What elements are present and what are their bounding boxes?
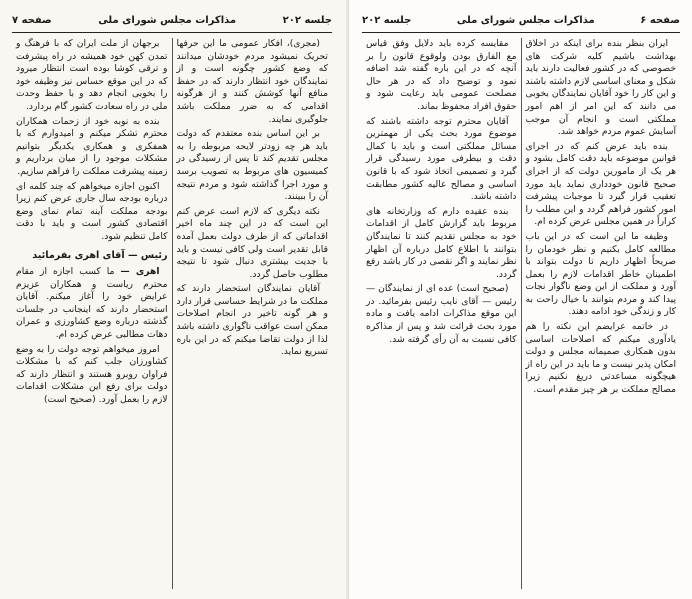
speaker-name: اهری —: [120, 266, 160, 278]
left-page-header: [12, 8, 332, 33]
paragraph: برجهان از ملت ایران که با فرهنگ و تمدن کهن خود همیشه در راه پیشرفت و ترقی کوشا بوده است انتظار میرود که در این موقع حساس نیز وظیفه خود را بخوبی انجام دهد و با حفظ وحدت ملی در راه سعادت کشور گام بردارد.: [16, 38, 168, 112]
session-number: جلسه ۲۰۲: [282, 14, 332, 26]
text-column: [12, 38, 173, 589]
paragraph: وظیفه ما این است که در این باب مطالعه کامل بکنیم و نظر خودمان را صریحاً اظهار داریم تا دولت بتواند با اطمینان خاطر اقدامات لازم را بعمل آورد و مملکت از این وضع ناگوار نجات پیدا کند و مردم بتوانند با خیال راحت به کار و زندگی خود ادامه دهند.: [525, 230, 676, 318]
paragraph: اکنون اجازه میخواهم که چند کلمه ای درباره بودجه سال جاری عرض کنم زیرا بودجه مملکت آینه تمام نمای وضع اقتصادی کشور است و باید با دقت کامل تنظیم شود.: [16, 180, 168, 242]
text-column: [362, 38, 522, 589]
paragraph: امروز میخواهم توجه دولت را به وضع کشاورزان جلب کنم که با مشکلات فراوان روبرو هستند و انتظار دارند که دولت برای رفع این مشکلات اقدامات لازم را بعمل آورد. (صحیح است): [16, 343, 168, 406]
paragraph: نکته دیگری که لازم است عرض کنم این است که در این چند ماه اخیر اقداماتی که از طرف دولت بعمل آمده قابل تقدیر است ولی کافی نیست و باید با جدیت بیشتری دنبال شود تا نتیجه مطلوب حاصل گردد.: [176, 205, 328, 280]
page-number: صفحه ۶: [640, 14, 680, 26]
text-column: [173, 38, 333, 589]
paragraph: بر این اساس بنده معتقدم که دولت باید هر چه زودتر لایحه مربوطه را به مجلس تقدیم کند تا پس از رسیدگی در کمیسیون های مربوط به تصویب برسد و مورد اجرا گذاشته شود و مردم نتیجه آن را ببینند.: [176, 128, 328, 203]
paragraph: مقایسه کرده باید دلایل وفق قیاس مع الفارق بودن ولوقوع قانون را بر آنچه که در این باره گفته شد اضافه نمود و توضیح داد که در هر حال مصلحت عمومی باید رعایت شود و حقوق افراد محفوظ بماند.: [366, 38, 517, 112]
right-page-columns: [362, 38, 680, 589]
speaker-heading-block: [16, 250, 168, 263]
paragraph: در خاتمه عرایضم این نکته را هم یادآوری میکنم که اصلاحات اساسی بدون همکاری صمیمانه مجلس و دولت امکان پذیر نیست و ما باید در این راه از هیچگونه مساعدتی دریغ نکنیم زیرا مصالح مملکت بر هر چیز مقدم است.: [525, 321, 676, 396]
speaker-text: ما کسب اجازه از مقام محترم ریاست و همکاران عزیزم عرایض خود را آغاز میکنم. آقایان استحضار دارند که اینجانب در جلسات گذشته درباره وضع کشاورزی و عمران دهات مطالبی عرض کرده ام.: [16, 266, 168, 341]
session-number: جلسه ۲۰۲: [362, 14, 412, 26]
speaker-heading: رئیس — آقای اهری بفرمائید: [32, 249, 168, 261]
paragraph: بنده باید عرض کنم که در اجرای قوانین موضوعه باید دقت کامل بشود و هر یک از مامورین دولت که از اجرای صحیح قانون خودداری نماید باید مورد تعقیب قرار گیرد تا موجبات پیشرفت امور کشور فراهم گردد و این مطلب را کراراً در همین مجلس عرض کرده ام.: [525, 140, 676, 228]
paragraph: ایران بنظر بنده برای اینکه در اخلاق بهداشت باشیم کلیه شرکت های خصوصی که در کشور فعالیت دارند باید شکل و معنای اساسی لازم داشته باشند و این کار را خود آقایان نمایندگان بخوبی می دانند که این امر از اهم امور مملکتی است و انجام آن موجب آسایش عموم مردم خواهد شد.: [525, 38, 676, 138]
paragraph: (صحیح است) عده ای از نمایندگان — رئیس — آقای نایب رئیس بفرمائید. در این موقع مذاکرات ادامه یافت و ماده مورد بحث قرائت شد و پس از مذاکره کافی نسبت به آن رأی گرفته شد.: [366, 283, 517, 345]
paragraph: بنده به نوبه خود از زحمات همکاران محترم تشکر میکنم و امیدوارم که با همفکری و همکاری یکدیگر بتوانیم مشکلات موجود را از میان برداریم و زمینه پیشرفت مملکت را فراهم سازیم.: [16, 115, 168, 177]
left-page-columns: [12, 38, 332, 589]
page-number: صفحه ۷: [12, 14, 52, 26]
paragraph: (مجری)، افکار عمومی ما این حرفها تحریک نمیشود مردم خودشان میدانند که وضع کشور چگونه است و از نمایندگان خود انتظار دارند که در حفظ منافع آنها کوشش کنند و از هرگونه اقدامی که به ضرر مملکت باشد جلوگیری نمایند.: [176, 38, 328, 125]
book-title: مذاکرات مجلس شورای ملی: [456, 14, 595, 26]
book-title: مذاکرات مجلس شورای ملی: [98, 14, 237, 26]
right-page-header: [362, 8, 680, 33]
paragraph: آقایان نمایندگان استحضار دارند که مملکت ما در شرایط حساسی قرار دارد و هر گونه تاخیر در انجام اصلاحات ممکن است عواقب ناگواری داشته باشد لذا از دولت تقاضا میکنم که در این باره تسریع نماید.: [176, 283, 328, 358]
speaker-paragraph: [16, 266, 168, 342]
text-column: [522, 38, 681, 589]
paragraph: بنده عقیده دارم که وزارتخانه های مربوط باید گزارش کامل از اقدامات خود به مجلس تقدیم کنند تا نمایندگان بتوانند با اطلاع کامل درباره آن اظهار نظر نمایند و اگر نقصی در کار باشد رفع گردد.: [366, 205, 517, 280]
right-page: [348, 0, 692, 599]
paragraph: آقایان محترم توجه داشته باشند که موضوع مورد بحث یکی از مهمترین مسائل مملکتی است و باید با کمال دقت و بیطرفی مورد رسیدگی قرار گیرد و تصمیمی اتخاذ شود که با قانون اساسی و مصالح عالیه کشور مطابقت داشته باشد.: [366, 115, 517, 203]
